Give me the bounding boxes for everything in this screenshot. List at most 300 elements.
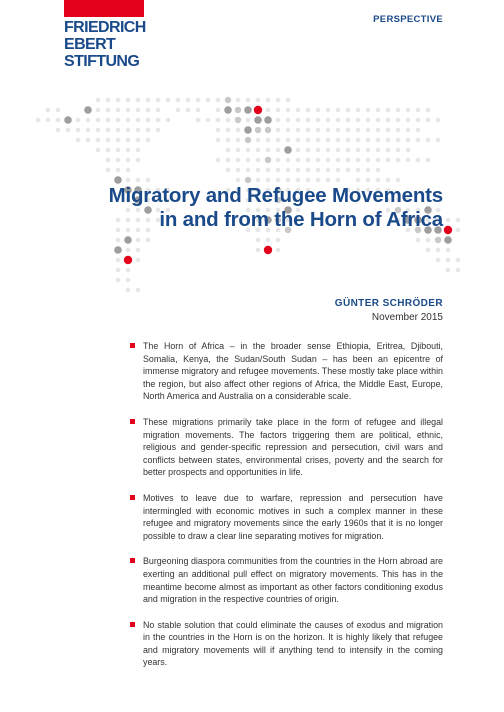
map-dot	[116, 128, 121, 133]
map-dot	[316, 128, 321, 133]
map-dot	[316, 148, 321, 153]
map-dot	[276, 148, 281, 153]
map-dot	[326, 178, 331, 183]
map-dot	[244, 106, 252, 114]
map-dot	[326, 128, 331, 133]
map-dot	[116, 158, 121, 163]
map-dot	[286, 118, 291, 123]
summary-bullet	[130, 340, 443, 403]
map-dot	[426, 158, 431, 163]
map-dot	[276, 138, 281, 143]
map-dot	[446, 218, 451, 223]
map-dot	[56, 118, 61, 123]
map-dot	[286, 108, 291, 113]
map-highlight-dot	[444, 226, 452, 234]
map-dot	[386, 128, 391, 133]
map-dot	[126, 148, 131, 153]
map-dot	[186, 108, 191, 113]
map-dot	[376, 118, 381, 123]
map-dot	[265, 127, 271, 133]
map-dot	[286, 168, 291, 173]
map-dot	[416, 238, 421, 243]
map-dot	[336, 128, 341, 133]
map-dot	[106, 138, 111, 143]
map-dot	[296, 168, 301, 173]
map-dot	[216, 98, 221, 103]
map-dot	[346, 128, 351, 133]
map-dot	[235, 107, 241, 113]
map-dot	[436, 258, 441, 263]
map-dot	[446, 248, 451, 253]
map-dot	[76, 128, 81, 133]
map-dot	[416, 138, 421, 143]
map-dot	[306, 128, 311, 133]
map-dot	[356, 158, 361, 163]
map-dot	[316, 168, 321, 173]
map-dot	[106, 168, 111, 173]
map-dot	[206, 98, 211, 103]
map-dot	[296, 138, 301, 143]
map-dot	[306, 148, 311, 153]
map-dot	[326, 138, 331, 143]
map-dot	[146, 128, 151, 133]
map-dot	[96, 108, 101, 113]
map-dot	[236, 138, 241, 143]
map-dot	[235, 117, 241, 123]
map-dot	[356, 108, 361, 113]
map-dot	[256, 158, 261, 163]
map-dot	[66, 128, 71, 133]
map-dot	[156, 128, 161, 133]
map-dot	[416, 118, 421, 123]
map-dot	[356, 138, 361, 143]
logo-line-1: FRIEDRICH	[64, 19, 146, 36]
map-dot	[246, 168, 251, 173]
map-dot	[96, 128, 101, 133]
map-dot	[106, 128, 111, 133]
map-highlight-dot	[124, 256, 132, 264]
map-dot	[136, 238, 141, 243]
map-dot	[376, 108, 381, 113]
map-dot	[386, 158, 391, 163]
map-dot	[296, 118, 301, 123]
map-dot	[306, 138, 311, 143]
map-dot	[426, 118, 431, 123]
map-dot	[236, 158, 241, 163]
map-dot	[116, 138, 121, 143]
map-dot	[216, 138, 221, 143]
map-dot	[264, 116, 272, 124]
map-dot	[254, 116, 262, 124]
map-dot	[266, 178, 271, 183]
map-dot	[446, 258, 451, 263]
map-dot	[126, 268, 131, 273]
map-dot	[256, 138, 261, 143]
map-dot	[406, 128, 411, 133]
map-dot	[166, 98, 171, 103]
map-dot	[456, 228, 461, 233]
map-dot	[244, 126, 252, 134]
map-dot	[284, 146, 292, 154]
map-dot	[426, 248, 431, 253]
map-dot	[266, 168, 271, 173]
map-dot	[256, 178, 261, 183]
map-dot	[346, 108, 351, 113]
map-dot	[376, 178, 381, 183]
map-dot	[356, 168, 361, 173]
map-dot	[436, 118, 441, 123]
map-dot	[296, 178, 301, 183]
map-dot	[236, 178, 241, 183]
map-dot	[396, 158, 401, 163]
map-dot	[436, 248, 441, 253]
map-dot	[376, 168, 381, 173]
map-dot	[276, 238, 281, 243]
map-dot	[336, 158, 341, 163]
map-highlight-dot	[264, 246, 272, 254]
map-dot	[216, 118, 221, 123]
map-dot	[116, 98, 121, 103]
map-dot	[286, 158, 291, 163]
title-line-1: Migratory and Refugee Movements	[108, 184, 443, 207]
bullet-text: These migrations primarily take place in the form of refugee and illegal migration movements. The factors triggering them are political, ethnic, religious and gender-specific repression and persecution, civil wars and conflicts between states, environmental crises, poverty and the search for better prospects and opportunities in life.	[143, 416, 443, 478]
map-dot	[326, 168, 331, 173]
map-dot	[306, 168, 311, 173]
summary-bullet	[130, 416, 443, 479]
map-dot	[406, 118, 411, 123]
map-dot	[416, 108, 421, 113]
map-dot	[396, 148, 401, 153]
map-dot	[346, 168, 351, 173]
map-dot	[236, 168, 241, 173]
map-dot	[206, 118, 211, 123]
map-dot	[136, 178, 141, 183]
map-dot	[346, 158, 351, 163]
map-dot	[156, 118, 161, 123]
map-dot	[346, 148, 351, 153]
map-dot	[116, 258, 121, 263]
map-dot	[366, 158, 371, 163]
map-dot	[236, 128, 241, 133]
map-dot	[426, 138, 431, 143]
map-dot	[126, 168, 131, 173]
summary-bullet	[130, 555, 443, 605]
map-dot	[126, 98, 131, 103]
map-dot	[106, 108, 111, 113]
logo-line-3: STIFTUNG	[64, 53, 140, 70]
red-square-bullet-icon	[130, 419, 135, 424]
map-dot	[435, 237, 441, 243]
map-dot	[64, 116, 72, 124]
map-dot	[406, 158, 411, 163]
bullet-text: No stable solution that could eliminate the causes of exodus and migration in the countries in the Horn is on the horizon. It is highly likely that refugee and migratory movements will if anything tend to intensify in the coming years.	[143, 619, 443, 668]
map-dot	[166, 118, 171, 123]
map-highlight-dot	[254, 106, 262, 114]
map-dot	[456, 218, 461, 223]
map-dot	[276, 118, 281, 123]
map-dot	[126, 128, 131, 133]
map-dot	[286, 178, 291, 183]
map-dot	[386, 148, 391, 153]
map-dot	[436, 138, 441, 143]
author-name: GÜNTER SCHRÖDER	[334, 298, 443, 309]
map-dot	[256, 98, 261, 103]
map-dot	[326, 158, 331, 163]
map-dot	[296, 108, 301, 113]
map-dot	[96, 98, 101, 103]
map-dot	[446, 268, 451, 273]
map-dot	[126, 278, 131, 283]
map-dot	[246, 98, 251, 103]
map-dot	[136, 158, 141, 163]
title-line-2: in and from the Horn of Africa	[159, 208, 443, 231]
map-dot	[265, 157, 271, 163]
map-dot	[316, 118, 321, 123]
map-dot	[266, 98, 271, 103]
map-dot	[126, 288, 131, 293]
red-square-bullet-icon	[130, 343, 135, 348]
map-dot	[396, 118, 401, 123]
map-dot	[256, 148, 261, 153]
map-dot	[386, 108, 391, 113]
red-square-bullet-icon	[130, 558, 135, 563]
world-dot-map	[0, 0, 504, 320]
map-dot	[116, 148, 121, 153]
map-dot	[256, 168, 261, 173]
map-dot	[276, 168, 281, 173]
map-dot	[126, 118, 131, 123]
bullet-text: The Horn of Africa – in the broader sense Ethiopia, Eritrea, Djibouti, Somalia, Kenya, the Sudan/South Sudan – has been an epicentre of immense migratory and refugee movements. These mostly take place within the region, but also affect other regions of Africa, the Middle East, Europe, North America and Australia on a considerable scale.	[143, 341, 443, 402]
map-dot	[136, 118, 141, 123]
summary-bullet	[130, 492, 443, 542]
map-dot	[245, 177, 251, 183]
map-dot	[136, 98, 141, 103]
map-dot	[456, 258, 461, 263]
map-dot	[224, 106, 232, 114]
map-dot	[146, 108, 151, 113]
publication-date: November 2015	[371, 312, 443, 323]
map-dot	[416, 158, 421, 163]
map-dot	[36, 118, 41, 123]
map-dot	[326, 118, 331, 123]
map-dot	[56, 108, 61, 113]
map-dot	[306, 158, 311, 163]
map-dot	[146, 98, 151, 103]
map-dot	[136, 258, 141, 263]
map-dot	[416, 128, 421, 133]
map-dot	[306, 178, 311, 183]
map-dot	[126, 138, 131, 143]
map-dot	[226, 138, 231, 143]
map-dot	[376, 158, 381, 163]
map-dot	[336, 178, 341, 183]
map-dot	[396, 138, 401, 143]
map-dot	[286, 138, 291, 143]
map-dot	[266, 238, 271, 243]
map-dot	[346, 118, 351, 123]
map-dot	[226, 128, 231, 133]
map-dot	[226, 148, 231, 153]
map-dot	[296, 128, 301, 133]
map-dot	[226, 118, 231, 123]
map-dot	[176, 108, 181, 113]
map-dot	[236, 98, 241, 103]
map-dot	[336, 138, 341, 143]
map-dot	[316, 108, 321, 113]
map-dot	[126, 108, 131, 113]
map-dot	[346, 138, 351, 143]
map-dot	[136, 288, 141, 293]
map-dot	[216, 128, 221, 133]
map-dot	[126, 248, 131, 253]
map-dot	[196, 108, 201, 113]
map-dot	[366, 108, 371, 113]
map-dot	[76, 118, 81, 123]
map-dot	[126, 158, 131, 163]
map-dot	[366, 148, 371, 153]
map-dot	[386, 118, 391, 123]
map-dot	[396, 108, 401, 113]
map-dot	[266, 138, 271, 143]
map-dot	[96, 138, 101, 143]
map-dot	[276, 178, 281, 183]
map-dot	[266, 108, 271, 113]
map-dot	[376, 138, 381, 143]
map-dot	[286, 128, 291, 133]
map-dot	[226, 158, 231, 163]
map-dot	[255, 127, 261, 133]
map-dot	[376, 148, 381, 153]
map-dot	[366, 138, 371, 143]
map-dot	[444, 236, 452, 244]
map-dot	[245, 137, 251, 143]
map-dot	[406, 138, 411, 143]
map-dot	[396, 178, 401, 183]
map-dot	[256, 248, 261, 253]
map-dot	[116, 168, 121, 173]
map-dot	[136, 138, 141, 143]
map-dot	[246, 118, 251, 123]
map-dot	[156, 108, 161, 113]
map-dot	[76, 138, 81, 143]
map-dot	[326, 148, 331, 153]
map-dot	[146, 238, 151, 243]
map-dot	[306, 118, 311, 123]
map-dot	[116, 268, 121, 273]
red-square-bullet-icon	[130, 622, 135, 627]
map-dot	[216, 158, 221, 163]
map-dot	[366, 128, 371, 133]
map-dot	[396, 128, 401, 133]
map-dot	[356, 148, 361, 153]
bullet-text: Motives to leave due to warfare, repression and persecution have intermingled with economic motives in such a complex manner in these refugee and migratory movements since the early 1960s that it is no longer possible to draw a clear line separating motives for migration.	[143, 492, 443, 541]
map-dot	[406, 108, 411, 113]
map-dot	[276, 98, 281, 103]
map-dot	[96, 118, 101, 123]
logo-line-2: EBERT	[64, 36, 116, 53]
map-dot	[225, 97, 231, 103]
map-dot	[246, 148, 251, 153]
map-dot	[116, 108, 121, 113]
map-dot	[336, 118, 341, 123]
map-dot	[336, 148, 341, 153]
map-dot	[106, 98, 111, 103]
map-dot	[276, 248, 281, 253]
map-dot	[124, 236, 132, 244]
map-dot	[386, 138, 391, 143]
map-dot	[276, 108, 281, 113]
map-dot	[296, 148, 301, 153]
map-dot	[114, 246, 122, 254]
map-dot	[276, 128, 281, 133]
map-dot	[96, 148, 101, 153]
map-dot	[216, 108, 221, 113]
map-dot	[356, 118, 361, 123]
map-dot	[86, 128, 91, 133]
summary-bullet-list	[130, 340, 443, 682]
map-dot	[86, 138, 91, 143]
map-dot	[186, 98, 191, 103]
map-dot	[106, 148, 111, 153]
map-dot	[46, 108, 51, 113]
map-dot	[106, 118, 111, 123]
map-dot	[356, 128, 361, 133]
map-dot	[426, 108, 431, 113]
map-dot	[116, 118, 121, 123]
map-dot	[246, 158, 251, 163]
map-dot	[56, 128, 61, 133]
map-dot	[366, 118, 371, 123]
map-dot	[386, 178, 391, 183]
map-dot	[136, 248, 141, 253]
map-dot	[126, 178, 131, 183]
map-dot	[84, 106, 92, 114]
map-dot	[136, 128, 141, 133]
map-dot	[336, 168, 341, 173]
map-dot	[146, 138, 151, 143]
bullet-text: Burgeoning diaspora communities from the countries in the Horn abroad are exerting an additional pull effect on migratory movements. This has in the meantime become almost as important as other factors conditioning exodus and migration in the respective countries of origin.	[143, 556, 443, 605]
map-dot	[116, 238, 121, 243]
map-dot	[176, 98, 181, 103]
map-dot	[196, 98, 201, 103]
map-dot	[116, 278, 121, 283]
map-dot	[456, 268, 461, 273]
map-dot	[266, 148, 271, 153]
map-dot	[226, 168, 231, 173]
section-label: PERSPECTIVE	[373, 14, 443, 25]
map-dot	[46, 118, 51, 123]
map-dot	[356, 178, 361, 183]
map-dot	[114, 176, 122, 184]
map-dot	[366, 178, 371, 183]
map-dot	[366, 168, 371, 173]
map-dot	[196, 118, 201, 123]
map-dot	[156, 98, 161, 103]
map-dot	[146, 178, 151, 183]
summary-bullet	[130, 619, 443, 669]
map-dot	[136, 148, 141, 153]
map-dot	[296, 158, 301, 163]
map-dot	[106, 158, 111, 163]
map-dot	[236, 148, 241, 153]
map-dot	[316, 178, 321, 183]
map-dot	[86, 118, 91, 123]
map-dot	[146, 118, 151, 123]
map-dot	[426, 238, 431, 243]
map-dot	[306, 108, 311, 113]
map-dot	[406, 148, 411, 153]
map-dot	[316, 158, 321, 163]
